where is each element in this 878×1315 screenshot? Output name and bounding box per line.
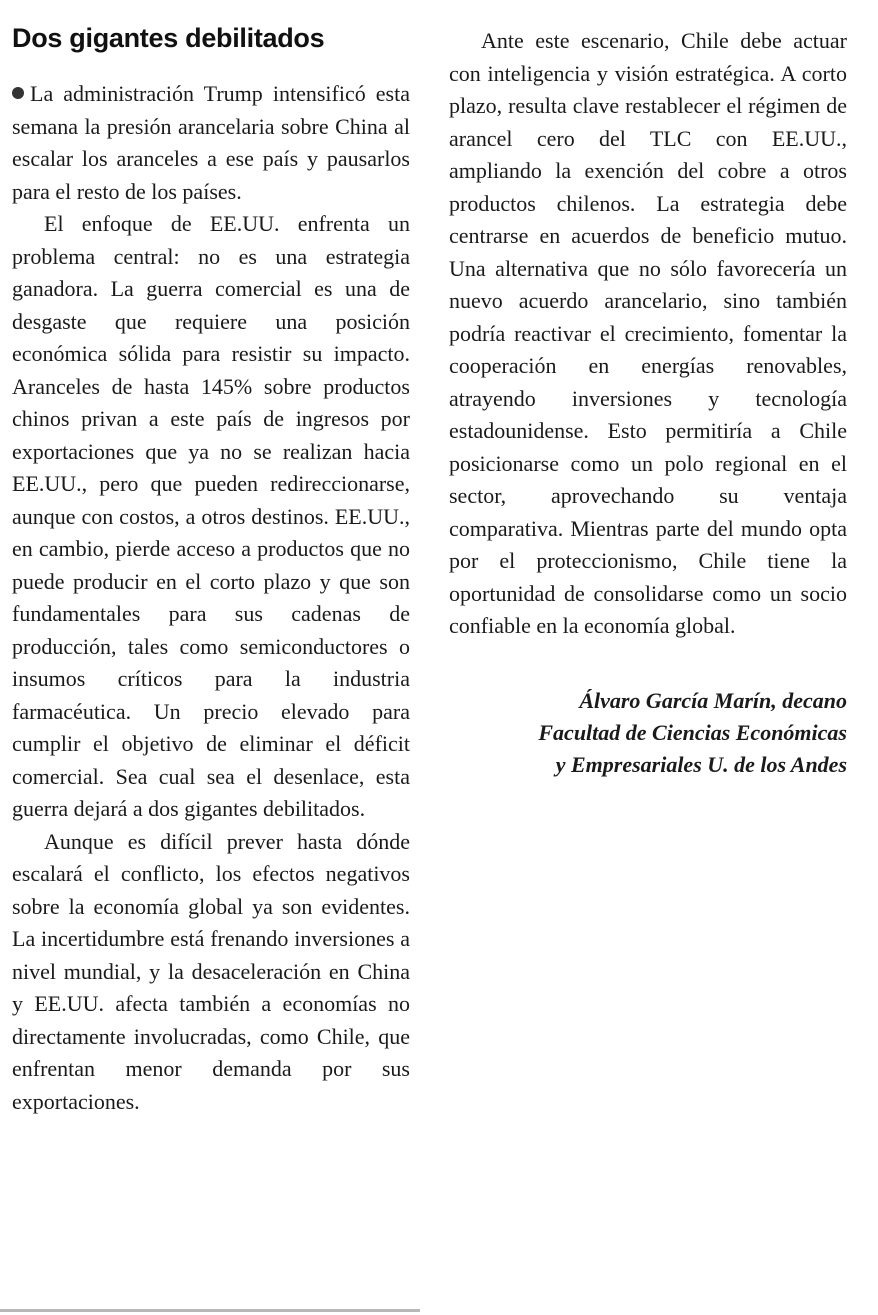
paragraph-4: Ante este escenario, Chile debe actuar con inteligencia y visión estratégica. A corto plazo, resulta clave restablecer el régimen de arancel cero del TLC con EE.UU., ampliando la exención del cobre a otros productos chilenos. La estrategia debe centrarse en acuerdos de beneficio mutuo. Una alternativa que no sólo favorecería un nuevo acuerdo arancelario, sino también podría reactivar el crecimiento, fomentar la cooperación en energías renovables, atrayendo inversiones y tecnología estadounidense. Esto permitiría a Chile posicionarse como un polo regional en el sector, aprovechando su ventaja comparativa. Mientras parte del mundo opta por el proteccionismo, Chile tiene la oportunidad de consolidarse como un socio confiable en la economía global. xyxy=(449,28,847,638)
right-column xyxy=(449,0,847,781)
author-signature xyxy=(449,685,847,781)
left-column xyxy=(12,0,410,1118)
headline: Dos gigantes debilitados xyxy=(12,23,325,53)
signature-line-1: Álvaro García Marín, decano xyxy=(579,687,847,713)
paragraph-1-text: La administración Trump intensificó esta semana la presión arancelaria sobre China al escalar los aranceles a ese país y pausarlos para el resto de los países. xyxy=(12,81,410,204)
signature-line-2: Facultad de Ciencias Económicas xyxy=(538,719,847,745)
bottom-divider xyxy=(0,1309,420,1312)
paragraph-2: El enfoque de EE.UU. enfrenta un problema central: no es una estrategia ganadora. La guerra comercial es una de desgaste que requiere una posición económica sólida para resistir su impacto. Aranceles de hasta 145% sobre productos chinos privan a este país de ingresos por exportaciones que ya no se realizan hacia EE.UU., pero que pueden redireccionarse, aunque con costos, a otros destinos. EE.UU., en cambio, pierde acceso a productos que no puede producir en el corto plazo y que son fundamentales para sus cadenas de producción, tales como semiconductores o insumos críticos para la industria farmacéutica. Un precio elevado para cumplir el objetivo de eliminar el déficit comercial. Sea cual sea el desenlace, esta guerra dejará a dos gigantes debilitados. xyxy=(12,211,410,821)
paragraph-3: Aunque es difícil prever hasta dónde escalará el conflicto, los efectos negativos sobre la economía global ya son evidentes. La incertidumbre está frenando inversiones a nivel mundial, y la desaceleración en China y EE.UU. afecta también a economías no directamente involucradas, como Chile, que enfrentan menor demanda por sus exportaciones. xyxy=(12,828,410,1114)
bullet-icon xyxy=(12,87,24,99)
signature-line-3: y Empresariales U. de los Andes xyxy=(555,751,847,777)
paragraph-1 xyxy=(12,78,410,208)
